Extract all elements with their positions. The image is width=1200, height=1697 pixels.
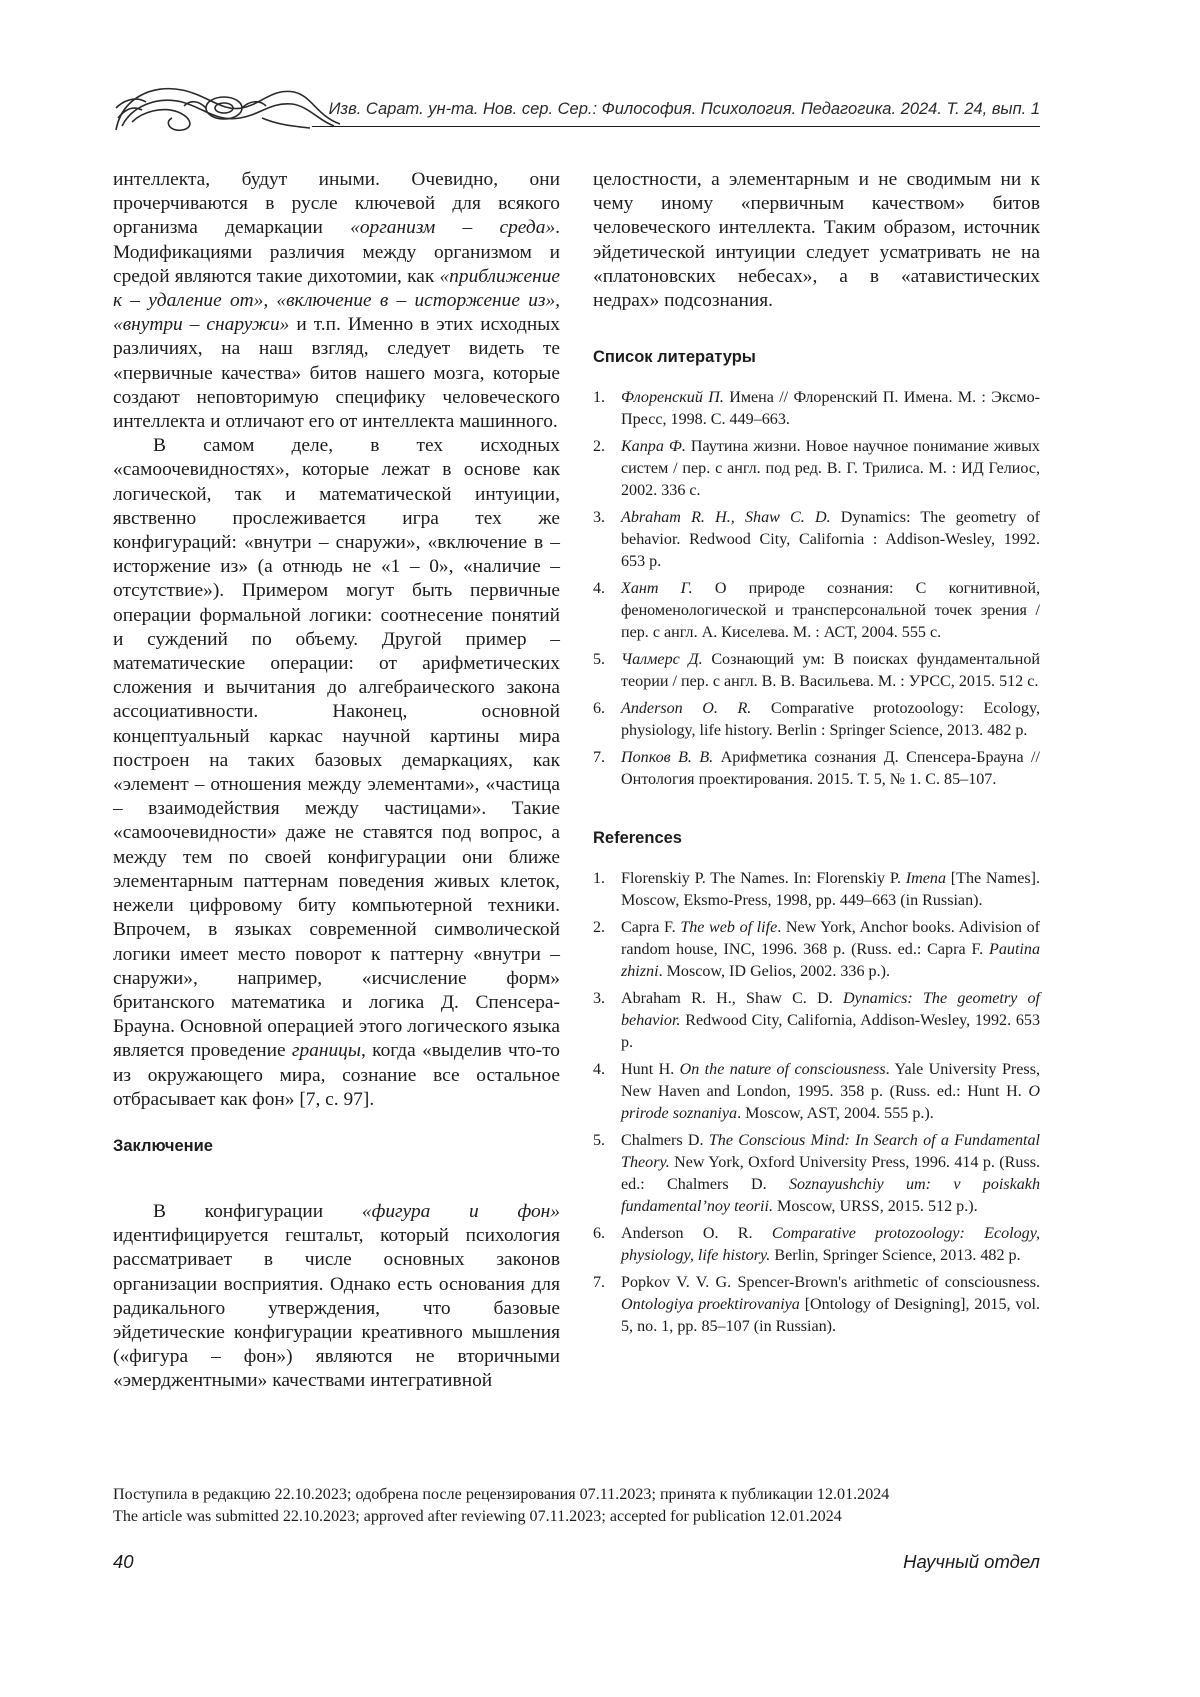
header-rule: [312, 126, 1040, 127]
text-run: Berlin, Springer Science, 2013. 482 p.: [770, 1247, 1021, 1265]
text-run: [The Names]. Moscow, Eksmo-Press, 1998, pp. 449–663 (in Russian).: [621, 870, 1041, 910]
reference-number: 4.: [593, 580, 606, 598]
reference-item: [593, 649, 1040, 693]
text-run: и т.п. Именно в этих исходных различиях, на наш взгляд, следует видеть те «первичные качества» битов нашего мозга, которые создают неповторимую специфику человеческого интеллекта и отличают его от интеллекта машинного.: [113, 314, 560, 433]
submission-info-en: The article was submitted 22.10.2023; approved after reviewing 07.11.2023; accepted for publication 12.01.2024: [113, 1508, 842, 1525]
reference-item: [593, 1272, 1040, 1338]
text-run: Comparative protozoology: Ecology, physiology, life history. Berlin : Springer Science, 2013. 482 p.: [621, 700, 1040, 740]
paragraph: [113, 1200, 560, 1394]
reference-item: [593, 698, 1040, 742]
reference-item: [593, 747, 1040, 791]
reference-item: [593, 868, 1040, 912]
italic-text: Флоренский П.: [621, 389, 724, 407]
italic-text: Попков В. В.: [621, 749, 714, 767]
italic-text: Comparative protozoology: Ecology, physiology, life history.: [621, 1225, 1040, 1265]
paragraph: [113, 168, 560, 434]
reference-item: [593, 507, 1040, 573]
reference-item: [593, 917, 1040, 983]
reference-item: [593, 578, 1040, 644]
reference-number: 6.: [593, 1225, 606, 1243]
text-run: О природе сознания: С когнитивной, феноменологической и трансперсональной точек зрения / пер. с англ. А. Киселева. М. : АСТ, 2004. 555 с.: [621, 580, 1040, 642]
right-column: [593, 168, 1040, 1343]
italic-text: Pautina zhizni: [621, 941, 1040, 981]
section-name: Научный отдел: [903, 1551, 1040, 1572]
text-run: Имена // Флоренский П. Имена. М. : Эксмо-Пресс, 1998. С. 449–663.: [621, 389, 1040, 429]
text-run: , когда «выделив что-то из окружающего мира, сознание все остальное отбрасывает как фон» [7, с. 97].: [113, 1040, 560, 1110]
italic-text: On the nature of consciousness: [679, 1061, 886, 1079]
italic-text: Imena: [905, 870, 947, 888]
text-run: В конфигурации: [153, 1200, 362, 1222]
italic-text: границы: [291, 1040, 361, 1062]
reference-number: 5.: [593, 651, 606, 669]
reference-item: [593, 988, 1040, 1054]
text-run: Moscow, URSS, 2015. 512 p.).: [772, 1198, 978, 1216]
italic-text: O prirode soznaniya: [621, 1083, 1040, 1123]
paragraph: [113, 434, 560, 1112]
reference-number: 1.: [593, 870, 606, 888]
left-column: [113, 168, 560, 1394]
submission-info-ru: Поступила в редакцию 22.10.2023; одобрена после рецензирования 07.11.2023; принята к публикации 12.01.2024: [113, 1486, 890, 1503]
italic-text: The web of life: [680, 919, 778, 937]
text-run: . Moscow, ID Gelios, 2002. 336 p.).: [658, 963, 890, 981]
text-run: Паутина жизни. Новое научное понимание живых систем / пер. с англ. под ред. В. Г. Трилиса. М. : ИД Гелиос, 2002. 336 с.: [621, 438, 1040, 500]
text-run: идентифицируется гештальт, который психология рассматривает в числе основных законов организации восприятия. Однако есть основания для радикального утверждения, что базовые эйдетические конфигурации креативного мышления («фигура – фон») являются не вторичными «эмерджентными» качествами интегративной: [113, 1225, 560, 1392]
reference-item: [593, 387, 1040, 431]
reference-item: [593, 1059, 1040, 1125]
italic-text: «приближение к – удаление от», «включение в – исторжение из», «внутри – снаружи»: [113, 265, 560, 336]
text-run: Redwood City, California, Addison-Wesley, 1992. 653 p.: [621, 1012, 1040, 1052]
submission-info: [113, 1484, 1043, 1528]
journal-ornament-icon: [112, 78, 342, 136]
italic-text: «организм – среда»: [350, 217, 556, 239]
reference-item: [593, 436, 1040, 502]
paragraph: [593, 168, 1040, 313]
reference-number: 7.: [593, 749, 606, 767]
text-run: целостности, а элементарным и не сводимым ни к чему иному «первичным качеством» битов человеческого интеллекта. Таким образом, источник эйдетической интуиции следует усматривать не на «платоновских небесах», а в «атавистических недрах» подсознания.: [593, 169, 1040, 312]
text-run: Арифметика сознания Д. Спенсера-Брауна // Онтология проектирования. 2015. Т. 5, № 1. С. 85–107.: [621, 749, 1040, 789]
references-ru-heading: Список литературы: [593, 348, 756, 367]
reference-number: 2.: [593, 438, 606, 456]
italic-text: Soznayushchiy um: v poiskakh fundamental’noy teorii.: [621, 1176, 1040, 1216]
text-run: . Moscow, AST, 2004. 555 p.).: [737, 1105, 934, 1123]
reference-number: 2.: [593, 919, 606, 937]
references-en-heading: References: [593, 829, 682, 848]
italic-text: «фигура и фон»: [361, 1200, 560, 1222]
journal-header: [112, 72, 1040, 138]
references-en-list: [593, 868, 1040, 1338]
page-number: 40: [113, 1551, 134, 1572]
text-run: [Ontology of Designing], 2015, vol. 5, no. 1, pp. 85–107 (in Russian).: [621, 1296, 1040, 1336]
text-run: Dynamics: The geometry of behavior. Redwood City, California : Addison-Wesley, 1992. 653 p.: [621, 509, 1040, 571]
references-ru-list: [593, 387, 1040, 791]
reference-item: [593, 1223, 1040, 1267]
text-run: . Модификациями различия между организмом и средой являются такие дихотомии, как: [113, 217, 560, 287]
italic-text: Dynamics: The geometry of behavior.: [621, 990, 1040, 1030]
reference-number: 3.: [593, 509, 606, 527]
text-run: интеллекта, будут иными. Очевидно, они прочерчиваются в русле ключевой для всякого организма демаркации: [113, 169, 560, 239]
reference-number: 6.: [593, 700, 606, 718]
italic-text: The Conscious Mind: In Search of a Fundamental Theory.: [621, 1132, 1040, 1172]
text-run: Hunt H.: [621, 1061, 680, 1079]
text-run: New York, Oxford University Press, 1996. 414 p. (Russ. ed.: Chalmers D.: [621, 1154, 1040, 1194]
italic-text: Anderson O. R.: [621, 700, 752, 718]
italic-text: Чалмерс Д.: [621, 651, 703, 669]
reference-number: 4.: [593, 1061, 606, 1079]
text-run: Сознающий ум: В поисках фундаментальной теории / пер. с англ. В. В. Васильева. М. : УРСС, 2015. 512 с.: [621, 651, 1040, 691]
journal-title: Изв. Сарат. ун-та. Нов. сер. Сер.: Философия. Психология. Педагогика. 2024. Т. 24, вып. 1: [328, 100, 1040, 118]
text-run: . New York, Anchor books. Adivision of random house, INC, 1996. 368 p. (Russ. ed.: Capra F.: [621, 919, 1040, 959]
italic-text: Хант Г.: [621, 580, 693, 598]
text-run: . Yale University Press, New Haven and London, 1995. 358 p. (Russ. ed.: Hunt H.: [621, 1061, 1040, 1101]
reference-number: 1.: [593, 389, 606, 407]
italic-text: Капра Ф.: [621, 438, 686, 456]
reference-item: [593, 1130, 1040, 1218]
reference-number: 5.: [593, 1132, 606, 1150]
reference-number: 7.: [593, 1274, 606, 1292]
text-run: Abraham R. H., Shaw C. D.: [621, 990, 843, 1008]
reference-number: 3.: [593, 990, 606, 1008]
text-run: В самом деле, в тех исходных «самоочевидностях», которые лежат в основе как логической, так и математической интуиции, явственно прослеживается игра тех же конфигураций: «внутри – снаружи», «включение в – исторжение из» (а отнюдь не «1 – 0», «наличие – отсутствие»). Примером могут быть первичные операции формальной логики: соотнесение понятий и суждений по объему. Другой пример – математические операции: от арифметических сложения и вычитания до алгебраического закона ассоциативности. Наконец, основной концептуальный каркас научной картины мира построен на таких базовых демаркациях, как «элемент – отношения между элементами», «частица – взаимодействия между частицами». Такие «самоочевидности» даже не ставятся под вопрос, а между тем по своей конфигурации они ближе элементарным паттернам поведения живых клеток, нежели цифровому биту компьютерной техники. Впрочем, в языках современной символической логики имеет место поворот к паттерну «внутри – снаружи», например, «исчисление форм» британского математика и логика Д. Спенсера-Брауна. Основной операцией этого логического языка является проведение: [113, 435, 560, 1062]
conclusion-heading: Заключение: [113, 1136, 213, 1155]
italic-text: Abraham R. H., Shaw C. D.: [621, 509, 831, 527]
text-run: Chalmers D.: [621, 1132, 709, 1150]
text-run: Popkov V. V. G. Spencer-Brown's arithmetic of consciousness.: [621, 1274, 1040, 1292]
italic-text: Ontologiya proektirovaniya: [621, 1296, 800, 1314]
text-run: Florenskiy P. The Names. In: Florenskiy P.: [621, 870, 906, 888]
text-run: Capra F.: [621, 919, 681, 937]
text-run: Anderson O. R.: [621, 1225, 772, 1243]
